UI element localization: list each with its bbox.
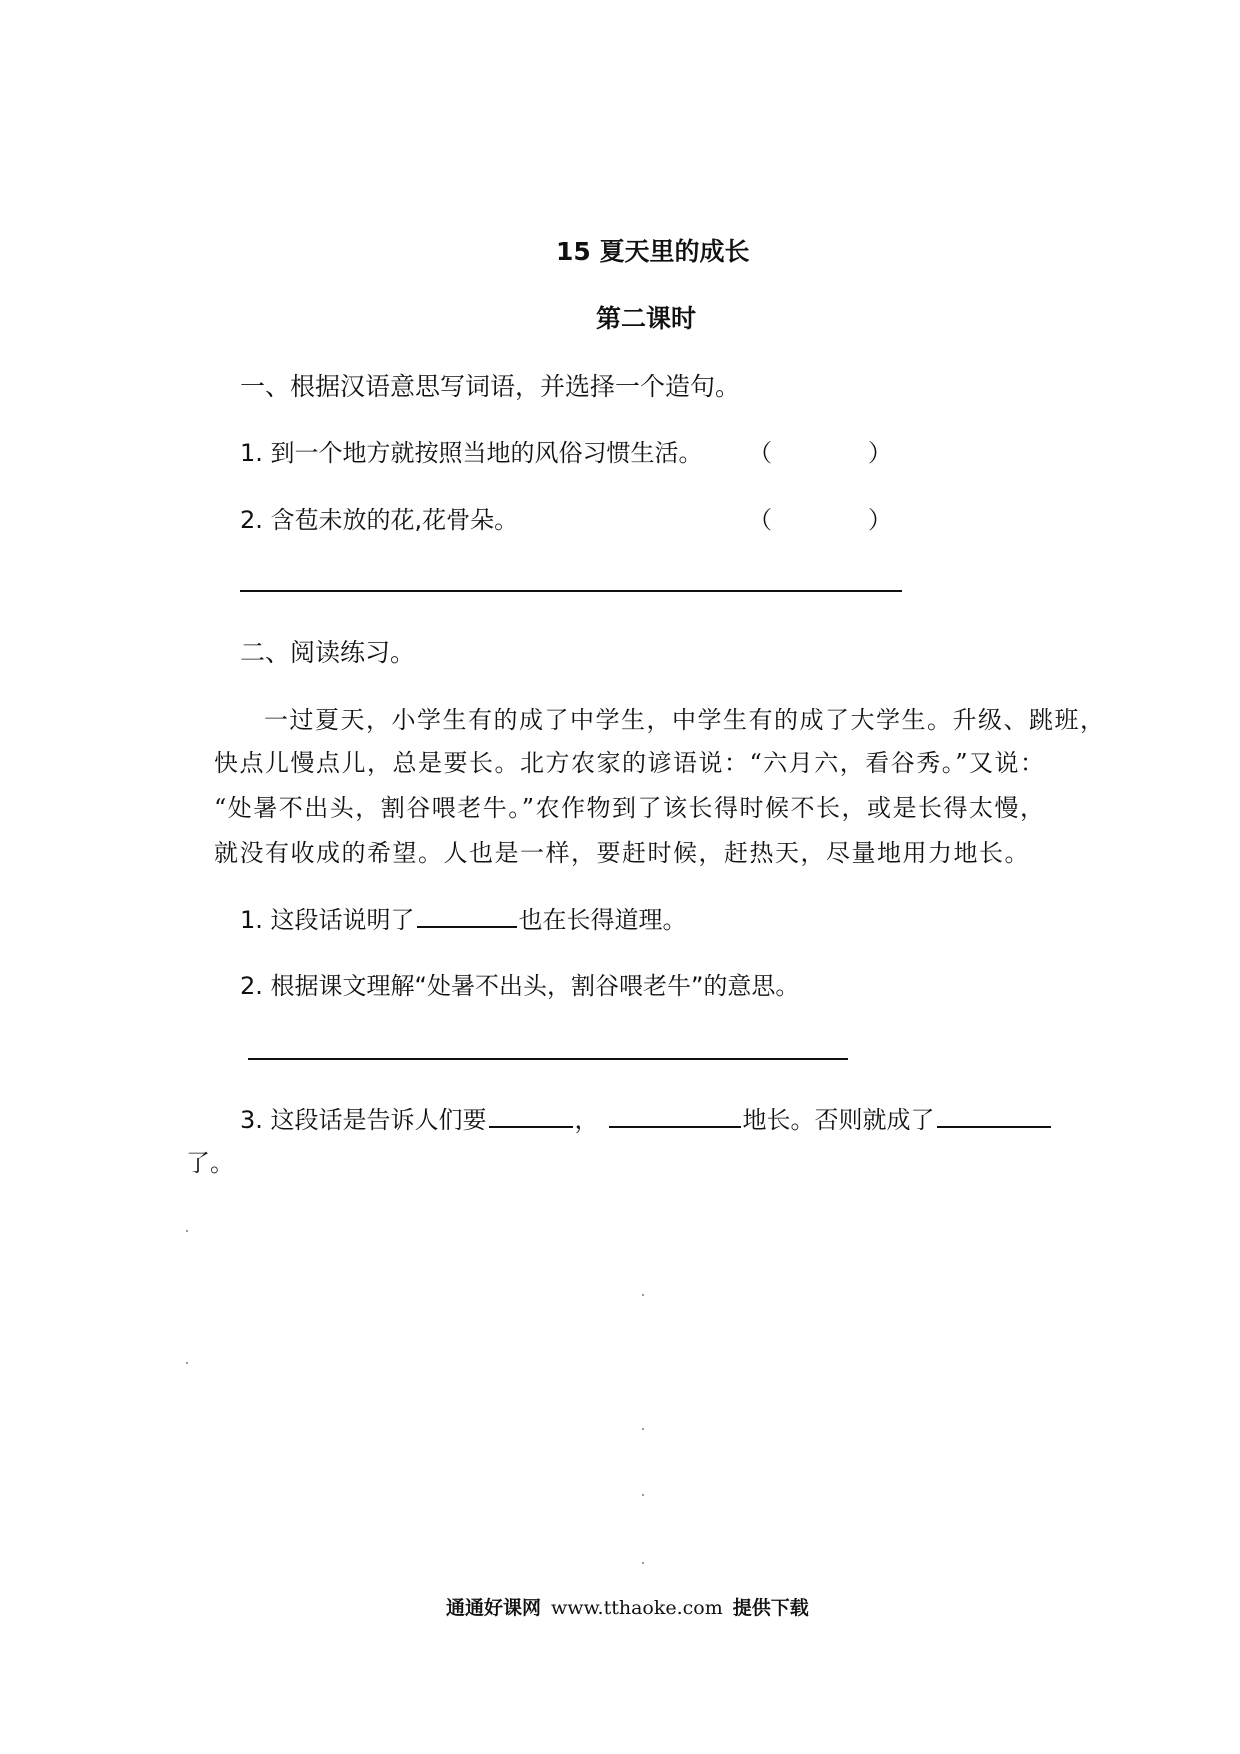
passage-line-1: 一过夏天，小学生有的成了中学生，中学生有的成了大学生。升级、跳班， bbox=[264, 706, 1106, 734]
answer-paren-close-1: ） bbox=[868, 439, 892, 467]
answer-paren-close-2: ） bbox=[868, 506, 892, 534]
footer bbox=[446, 1593, 809, 1620]
scan-speck bbox=[642, 1562, 644, 1564]
scan-speck bbox=[186, 1362, 188, 1364]
reading-question-3-comma: ， bbox=[574, 1106, 599, 1134]
section2-heading: 二、阅读练习。 bbox=[240, 638, 416, 667]
reading-question-3-part2: 地长。否则就成了 bbox=[742, 1106, 935, 1134]
scan-speck bbox=[186, 1230, 188, 1232]
reading-question-3 bbox=[240, 1100, 1053, 1135]
answer-blank-4[interactable] bbox=[937, 1104, 1051, 1128]
answer-blank-1[interactable] bbox=[417, 904, 517, 928]
passage-line-3: “处暑不出头，割谷喂老牛。”农作物到了该长得时候不长，或是长得太慢， bbox=[214, 794, 1046, 822]
passage-line-4: 就没有收成的希望。人也是一样，要赶时候，赶热天，尽量地用力地长。 bbox=[214, 839, 1030, 867]
answer-paren-open-1: （ bbox=[748, 439, 772, 467]
reading-question-1-prefix: 1. 这段话说明了 bbox=[240, 906, 415, 934]
footer-note: 提供下载 bbox=[732, 1597, 809, 1619]
reading-question-3-part1: 3. 这段话是告诉人们要 bbox=[240, 1106, 487, 1134]
meaning-answer-line[interactable] bbox=[248, 1058, 848, 1060]
section1-question-1: 1. 到一个地方就按照当地的风俗习惯生活。 bbox=[240, 439, 703, 467]
reading-question-1-suffix: 也在长得道理。 bbox=[518, 906, 687, 934]
scan-speck bbox=[642, 1494, 644, 1496]
section1-heading: 一、根据汉语意思写词语，并选择一个造句。 bbox=[240, 372, 741, 401]
reading-question-2: 2. 根据课文理解“处暑不出头，割谷喂老牛”的意思。 bbox=[240, 972, 800, 1000]
passage-line-2: 快点儿慢点儿，总是要长。北方农家的谚语说：“六月六，看谷秀。”又说： bbox=[214, 749, 1046, 777]
section1-question-2: 2. 含苞未放的花,花骨朵。 bbox=[240, 506, 519, 534]
answer-blank-3[interactable] bbox=[609, 1104, 741, 1128]
footer-url[interactable]: www.tthaoke.com bbox=[551, 1597, 723, 1619]
lesson-subtitle: 第二课时 bbox=[596, 304, 697, 333]
footer-site: 通通好课网 bbox=[446, 1597, 542, 1619]
reading-question-3-end: 了。 bbox=[186, 1149, 234, 1177]
sentence-answer-line[interactable] bbox=[240, 590, 902, 592]
reading-question-1 bbox=[240, 900, 687, 935]
scan-speck bbox=[642, 1428, 644, 1430]
page-title: 15 夏天里的成长 bbox=[556, 237, 750, 266]
answer-blank-2[interactable] bbox=[489, 1104, 573, 1128]
scan-speck bbox=[642, 1294, 644, 1296]
answer-paren-open-2: （ bbox=[748, 506, 772, 534]
